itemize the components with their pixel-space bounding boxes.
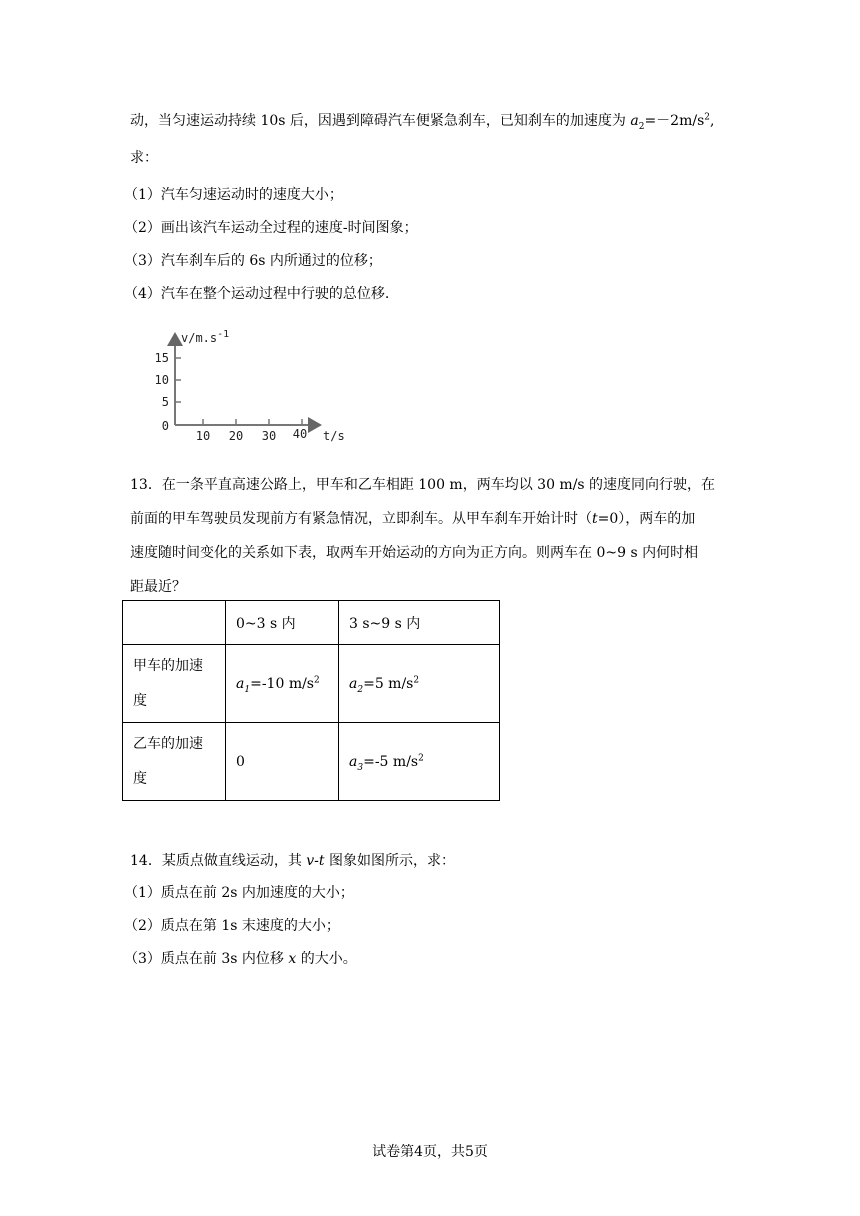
q12-graph-x-label: t/s: [323, 429, 345, 443]
q12-graph-x-tick-20: 20: [228, 429, 244, 443]
q12-graph-y-tick-5: 5: [161, 395, 169, 409]
q12-item-4: （4）汽车在整个运动过程中行驶的总位移.: [124, 286, 390, 302]
q13-table-yi-0-3s: 0: [226, 723, 339, 801]
q12-item-3: （3）汽车刹车后的 6s 内所通过的位移；: [124, 253, 382, 269]
q14-vt-var: v-t: [306, 853, 325, 869]
q12-line-2: 求：: [130, 150, 158, 166]
q12-graph-y-tick-10: 10: [155, 373, 169, 387]
q12-line-1-comma: ,: [710, 113, 715, 129]
q12-accel-sub: 2: [638, 121, 645, 132]
q13-table-header-row: [123, 601, 500, 645]
q12-graph-x-tick-10: 10: [195, 429, 211, 443]
q13-table-header-3-9s: 3 s~9 s 内: [339, 601, 500, 645]
page-footer: 试卷第4页，共5页: [372, 1144, 488, 1160]
q12-accel-value: =－2m/s: [644, 113, 705, 129]
q12-vt-graph: [155, 322, 355, 447]
q12-graph-y-label: $v/m.s^{-1}$: [181, 329, 230, 345]
q14-item-3: [124, 948, 357, 968]
q12-line-1: [130, 110, 714, 130]
q13-time-var: t: [592, 511, 598, 527]
q14-displacement-var: x: [288, 951, 297, 967]
q13-acceleration-table: [122, 600, 500, 801]
q13-line-2-text-b: =0），两车的加: [597, 511, 696, 527]
q12-graph-x-tick-30: 30: [261, 429, 277, 443]
q14-item-1: （1）质点在前 2s 内加速度的大小；: [124, 885, 354, 901]
q12-accel-var: a: [630, 113, 639, 129]
q13-table-yi-3-9s: $a_3=-5$ $m/s^2$: [339, 723, 500, 801]
q14-line-1-text-b: 图象如图所示，求：: [324, 853, 455, 869]
q13-line-3: 速度随时间变化的关系如下表，取两车开始运动的方向为正方向。则两车在 0~9 s 内何时相: [130, 545, 699, 561]
q12-graph-x-tick-40: 40: [292, 427, 308, 441]
q13-table-header-0-3s: 0~3 s 内: [226, 601, 339, 645]
q13-line-2-text-a: 前面的甲车驾驶员发现前方有紧急情况，立即刹车。从甲车刹车开始计时（: [130, 511, 592, 527]
q13-table-jia-0-3s: $a_1=-10$ $m/s^2$: [226, 645, 339, 723]
q13-table-label-jia: 甲车的加速度: [123, 645, 226, 723]
q12-accel-sup: 2: [704, 112, 711, 123]
q13-line-1: 13．在一条平直高速公路上，甲车和乙车相距 100 m，两车均以 30 m/s 的速度同向行驶，在: [130, 477, 716, 493]
q14-item-3-text-a: （3）质点在前 3s 内位移: [124, 951, 289, 967]
q13-table-row-yi: [123, 723, 500, 801]
q13-line-2: [130, 508, 695, 528]
q13-table-corner: [123, 601, 226, 645]
q14-line-1: [130, 850, 455, 870]
q12-line-1-text-a: 动，当匀速运动持续 10s 后，因遇到障碍汽车便紧急刹车，已知刹车的加速度为: [130, 113, 631, 129]
q12-item-2: （2）画出该汽车运动全过程的速度-时间图象；: [124, 220, 418, 236]
q12-graph-origin: 0: [161, 419, 169, 433]
q13-table-row-jia: [123, 645, 500, 723]
q14-line-1-text-a: 14．某质点做直线运动，其: [130, 853, 307, 869]
q13-table-label-yi: 乙车的加速度: [123, 723, 226, 801]
q12-graph-y-tick-15: 15: [155, 351, 169, 365]
q12-item-1: （1）汽车匀速运动时的速度大小；: [124, 187, 343, 203]
q13-table-jia-3-9s: $a_2=5$ $m/s^2$: [339, 645, 500, 723]
q13-line-4: 距最近？: [130, 579, 186, 595]
q14-item-2: （2）质点在第 1s 末速度的大小；: [124, 918, 340, 934]
q14-item-3-text-b: 的大小。: [296, 951, 357, 967]
